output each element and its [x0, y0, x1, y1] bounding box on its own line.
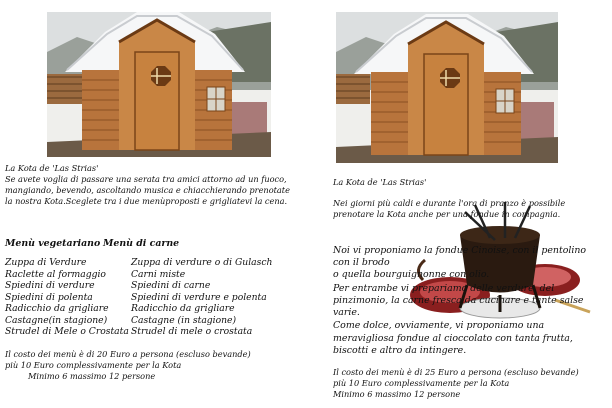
right-body-line-6: varie.: [333, 307, 360, 318]
right-body-line-8: meravigliosa fondue al cioccolato con tanta frutta,: [333, 333, 573, 344]
right-price-line-1: Il costo dei menù è di 25 Euro a persona (escluso bevande): [333, 367, 579, 377]
menu-meat-title: Menù di carne: [103, 238, 180, 249]
right-body-line-2: con il brodo: [333, 257, 390, 268]
list-item: Zuppa di Verdure: [5, 257, 87, 268]
meat-menu-list: [131, 257, 272, 338]
list-item: Strudel di mele o crostata: [131, 326, 253, 337]
right-body-line-4: Per entrambe vi prepariamo delle verdure, del: [333, 283, 555, 294]
left-intro-line-2: mangiando, bevendo, ascoltando musica e chiacchierando prenotate: [5, 185, 290, 195]
right-price-line-2: più 10 Euro complessivamente per la Kota: [333, 378, 510, 388]
list-item: Strudel di Mele o Crostata: [5, 326, 129, 337]
right-body-line-3: o quella bourguignonne con olio.: [333, 269, 490, 280]
right-body-line-7: Come dolce, ovviamente, vi proponiamo una: [333, 320, 545, 331]
left-price-line-2: più 10 Euro complessivamente per la Kota: [5, 360, 182, 370]
list-item: Spiedini di verdure: [5, 280, 95, 291]
right-intro-line-2: prenotare la Kota anche per una fondue in compagnia.: [333, 209, 561, 219]
list-item: Castagne(in stagione): [5, 314, 108, 326]
list-item: Zuppa di verdure o di Gulasch: [131, 257, 273, 268]
right-price-line-3: Minimo 6 massimo 12 persone: [333, 389, 461, 399]
right-title: La Kota de 'Las Strias': [333, 177, 427, 187]
list-item: Radicchio da grigliare: [131, 303, 235, 314]
right-body-line-5: pinzimonio, la carne fresca da cucinare e tante salse: [333, 295, 584, 306]
left-price-line-3: Minimo 6 massimo 12 persone: [28, 371, 156, 381]
right-body-line-9: biscotti e altro da intingere.: [333, 345, 467, 356]
right-intro-line-1: Nei giorni più caldi e durante l'ora di pranzo è possibile: [333, 198, 566, 208]
list-item: Radicchio da grigliare: [5, 303, 109, 314]
left-price-line-1: Il costo dei menù è di 20 Euro a persona (escluso bevande): [5, 349, 251, 359]
list-item: Spiedini di verdure e polenta: [131, 291, 267, 303]
left-intro-line-1: Se avete voglia di passare una serata tra amici attorno ad un fuoco,: [5, 174, 287, 184]
menu-vegetarian-title: Menù vegetariano: [5, 238, 101, 249]
right-body-line-1: Noi vi proponiamo la fondue Cinoise, con il pentolino: [333, 245, 587, 256]
list-item: Spiedini di polenta: [5, 291, 93, 303]
list-item: Carni miste: [131, 268, 186, 280]
left-intro-line-3: la nostra Kota.Sceglete tra i due menùproposti e grigliatevi la cena.: [5, 196, 288, 206]
list-item: Spiedini di carne: [131, 280, 211, 291]
kota-photo-right: [336, 12, 558, 163]
left-title: La Kota de 'Las Strias': [5, 163, 99, 173]
kota-photo-left: [47, 12, 271, 157]
vegetarian-menu-list: [5, 257, 129, 338]
list-item: Castagne (in stagione): [131, 314, 237, 326]
list-item: Raclette al formaggio: [5, 268, 106, 280]
